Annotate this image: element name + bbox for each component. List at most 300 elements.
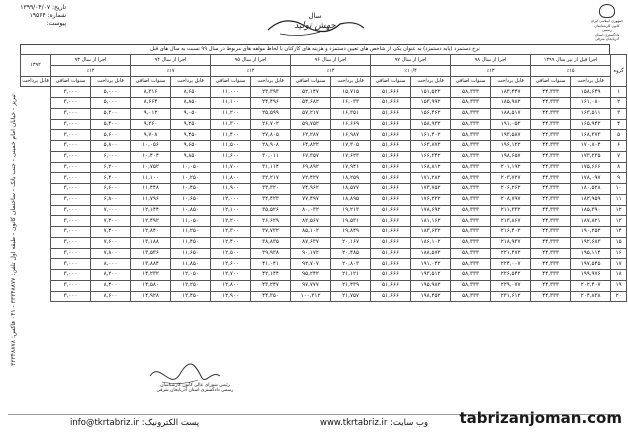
value-cell: ۱۱,۵۰۰ (211, 141, 251, 152)
year-header: اجرا از سال ۹۸ (451, 55, 531, 66)
value-cell: ۵۱,۶۶۶ (371, 151, 411, 162)
table-row (21, 227, 627, 238)
value-cell: ۱۱,۷۰۰ (211, 162, 251, 173)
group-cell: ۱۶ (611, 248, 627, 259)
value-cell: ۷,۶۰۰ (91, 237, 131, 248)
number-value: ۱۹۵۶۴ (29, 12, 46, 19)
table-title: نرخ دستمزد (پایه دستمزد) به عنوان یکی از شاخص های تعیین دستمزد و هزینه های کارکنان با لحاظ مولفه های مربوط در سال ۹۹ نسبت به سال های قبل (20, 44, 610, 54)
table-row (21, 130, 627, 141)
value-cell: ۱۶۸,۳۷۳ (571, 130, 611, 141)
value-cell: ۵۱,۶۶۶ (371, 205, 411, 216)
value-cell: ۱۴,۲۳۲ (131, 270, 171, 281)
value-cell: ۱۸۰,۵۲۸ (571, 184, 611, 195)
value-cell: ۱۹۱,۰۴۲ (411, 259, 451, 270)
value-cell: ۱۰,۶۵۰ (171, 194, 211, 205)
sub-column-header: قابل پرداخت (411, 76, 451, 87)
value-cell: ۵۱,۶۶۶ (371, 98, 411, 109)
value-cell: ۱۹۶,۱۲۲ (491, 141, 531, 152)
value-cell: ۱۱,۴۵۰ (171, 237, 211, 248)
value-cell: ۲۰۲,۴۰۷ (571, 280, 611, 291)
value-cell: ۹,۶۵۰ (171, 141, 211, 152)
value-cell: ۳۳,۳۲۰ (251, 184, 291, 195)
value-cell: ۸,۳۱۶ (131, 87, 171, 98)
value-cell: ۲۵,۵۹۹ (251, 108, 291, 119)
signature-caption-line-1: رئیس شورای عالی کانون کارشناسان (160, 383, 230, 388)
sub-column-header: سنوات اضافی (451, 76, 491, 87)
value-cell: ۸,۴۰۰ (91, 280, 131, 291)
value-cell: ۸۷,۶۳۷ (291, 237, 331, 248)
value-cell: ۷۷,۴۹۷ (291, 194, 331, 205)
value-cell: ۱۲,۲۵۰ (171, 280, 211, 291)
year-header: اجرا از سال ۹۳ (51, 55, 131, 66)
value-cell: ۴۴,۳۳۳ (531, 270, 571, 281)
value-cell: ۳,۰۰۰ (51, 173, 91, 184)
value-cell: ۸,۸۵۰ (171, 98, 211, 109)
sub-column-header: قابل پرداخت (491, 76, 531, 87)
value-cell: ۴۴,۳۳۳ (531, 248, 571, 259)
group-cell: ۱۰ (611, 184, 627, 195)
sub-column-header: سنوات اضافی (211, 76, 251, 87)
sub-column-header: سنوات اضافی (131, 76, 171, 87)
value-cell: ۱۸۵,۹۸۲ (491, 98, 531, 109)
value-cell: ۵۱,۶۶۶ (371, 259, 411, 270)
value-cell: ۱۲,۴۵۰ (171, 291, 211, 302)
value-cell: ۵۸,۳۳۳ (451, 205, 491, 216)
value-cell: ۴۴,۳۳۳ (531, 291, 571, 302)
table-row (21, 205, 627, 216)
value-cell: ۱۲,۷۰۰ (211, 270, 251, 281)
value-cell: ۴۳,۲۴۷ (251, 280, 291, 291)
value-cell: ۱۸,۲۵۹ (331, 173, 371, 184)
value-cell: ۱۷۱,۲۸۲ (411, 173, 451, 184)
value-cell: ۱۱,۲۰۰ (211, 108, 251, 119)
value-cell: ۸,۶۰۰ (91, 291, 131, 302)
value-cell: ۱۱,۲۵۰ (171, 227, 211, 238)
value-cell: ۳,۰۰۰ (51, 237, 91, 248)
value-cell: ۵,۰۰۰ (91, 87, 131, 98)
value-cell: ۹۰,۱۷۲ (291, 248, 331, 259)
value-cell: ۵۸,۳۳۳ (451, 184, 491, 195)
value-cell: ۱۹۱,۰۵۲ (491, 119, 531, 130)
value-cell: ۱۰,۰۵۰ (171, 162, 211, 173)
value-cell: ۳,۰۰۰ (51, 280, 91, 291)
value-cell: ۱۷۸,۰۹۷ (571, 173, 611, 184)
value-cell: ۱۸۳,۴۴۷ (491, 87, 531, 98)
value-cell: ۵۱,۶۶۶ (371, 173, 411, 184)
attachment-line (6, 20, 66, 28)
value-cell: ۹,۴۵۰ (171, 130, 211, 141)
sub-column-header: قابل پرداخت (251, 76, 291, 87)
value-cell: ۱۲,۵۰۰ (211, 248, 251, 259)
value-cell: ۱۵۱,۵۲۲ (411, 87, 451, 98)
value-cell: ۱۶۳,۸۷۲ (411, 141, 451, 152)
value-cell: ۴۴,۳۳۳ (531, 173, 571, 184)
value-cell: ۳,۰۰۰ (51, 194, 91, 205)
value-cell: ۴۴,۳۳۳ (531, 98, 571, 109)
value-cell: ۳,۰۰۰ (51, 87, 91, 98)
group-cell: ۶ (611, 141, 627, 152)
value-cell: ۷۲,۴۲۷ (291, 173, 331, 184)
table-row (21, 98, 627, 109)
value-cell: ۵۸,۳۳۳ (451, 119, 491, 130)
value-cell: ۴۴,۳۳۳ (531, 130, 571, 141)
value-cell: ۲۲۱,۴۷۲ (491, 248, 531, 259)
address-sidebar-text (8, 94, 22, 366)
value-cell: ۱۹۷,۵۴۵ (571, 259, 611, 270)
value-cell: ۴۲,۱۴۴ (251, 270, 291, 281)
value-cell: ۱۹۸,۴۵۲ (411, 291, 451, 302)
value-cell: ۱۵۳,۹۹۲ (411, 98, 451, 109)
value-cell: ۱۱,۶۵۰ (171, 248, 211, 259)
value-cell: ۵۱,۶۶۶ (371, 280, 411, 291)
value-cell: ۵۸,۳۳۳ (451, 87, 491, 98)
signature-caption (150, 383, 240, 393)
value-cell: ۱۸۵,۳۹۰ (571, 205, 611, 216)
table-row (21, 151, 627, 162)
value-cell: ۳,۰۰۰ (51, 162, 91, 173)
value-cell: ۱۷۰,۸۰۴ (571, 141, 611, 152)
group-cell: ۹ (611, 173, 627, 184)
value-cell: ۱۳,۵۳۶ (131, 248, 171, 259)
value-cell: ۶۹,۸۹۲ (291, 162, 331, 173)
value-cell: ۴۱,۰۴۱ (251, 259, 291, 270)
year-header: اجرا از سال ۹۵ (211, 55, 291, 66)
value-cell: ۱۱,۴۰۰ (211, 130, 251, 141)
value-cell: ۱۹,۸۴۹ (331, 227, 371, 238)
value-cell: ۲۳,۳۹۳ (251, 87, 291, 98)
value-cell: ۲۷,۸۰۵ (251, 130, 291, 141)
group-cell: ۵ (611, 130, 627, 141)
value-cell: ۱۰,۴۰۴ (131, 151, 171, 162)
value-cell: ۱۱,۰۰۰ (211, 87, 251, 98)
table-row (21, 194, 627, 205)
value-cell: ۴۴,۳۳۳ (531, 216, 571, 227)
sub-column-header: سنوات اضافی (291, 76, 331, 87)
value-cell: ۴۴,۳۳۳ (531, 194, 571, 205)
value-cell: ۱۶,۶۶۹ (331, 119, 371, 130)
value-cell: ۵۸,۳۳۳ (451, 216, 491, 227)
value-cell: ۴۴,۳۳۳ (531, 87, 571, 98)
table-row (21, 173, 627, 184)
emblem-line-1: جمهوری اسلامی ایران (590, 19, 624, 23)
value-cell: ۵۱,۶۶۶ (371, 237, 411, 248)
value-cell: ۲۱۳,۸۶۷ (491, 216, 531, 227)
value-cell: ۱۷,۹۴۱ (331, 162, 371, 173)
value-cell: ۳,۰۰۰ (51, 216, 91, 227)
value-cell: ۱۹۵,۹۸۲ (411, 280, 451, 291)
group-header: گروه (611, 55, 627, 87)
value-cell: ۱۰,۲۵۰ (171, 173, 211, 184)
value-cell: ۵۹,۷۵۲ (291, 119, 331, 130)
value-cell: ۴۴,۳۳۳ (531, 119, 571, 130)
value-cell: ۱۲,۹۰۰ (211, 291, 251, 302)
sub-column-header: سنوات اضافی (371, 76, 411, 87)
value-cell: ۷,۲۰۰ (91, 216, 131, 227)
value-cell: ۱۶۳,۵۱۱ (571, 108, 611, 119)
group-cell: ۲۰ (611, 291, 627, 302)
value-cell: ۶,۲۰۰ (91, 162, 131, 173)
value-cell: ۲۰۱,۱۹۲ (491, 162, 531, 173)
value-cell: ۲۱,۱۲۱ (331, 270, 371, 281)
group-cell: ۱۳ (611, 216, 627, 227)
email-label: پست الکترونیک: (141, 418, 200, 428)
value-cell: ۱۷۶,۲۲۲ (411, 194, 451, 205)
emblem-icon (599, 4, 615, 18)
value-cell: ۲۲۶,۵۴۲ (491, 270, 531, 281)
value-cell: ۱۱,۱۰۰ (211, 98, 251, 109)
value-cell: ۱۱,۶۰۰ (211, 151, 251, 162)
value-cell: ۳۹,۹۳۸ (251, 248, 291, 259)
value-cell: ۳,۰۰۰ (51, 248, 91, 259)
group-cell: ۱۸ (611, 270, 627, 281)
value-cell: ۱۱,۳۰۰ (211, 119, 251, 130)
year-percent: ٪۱۳ (451, 65, 531, 76)
value-cell: ۱۸۶,۱۰۲ (411, 237, 451, 248)
value-cell: ۱۰۰,۳۱۲ (291, 291, 331, 302)
value-cell: ۵۱,۶۶۶ (371, 227, 411, 238)
value-cell: ۵۱,۶۶۶ (371, 130, 411, 141)
value-cell: ۵۱,۶۶۶ (371, 184, 411, 195)
value-cell: ۵۱,۶۶۶ (371, 87, 411, 98)
value-cell: ۳,۰۰۰ (51, 108, 91, 119)
value-cell: ۵,۸۰۰ (91, 141, 131, 152)
value-cell: ۳,۰۰۰ (51, 141, 91, 152)
table-row (21, 119, 627, 130)
value-cell: ۳۴,۴۲۳ (251, 194, 291, 205)
group-cell: ۴ (611, 119, 627, 130)
value-cell: ۵,۰۰۰ (91, 98, 131, 109)
value-cell: ۳۰,۰۱۱ (251, 151, 291, 162)
table-row (21, 291, 627, 302)
value-cell: ۱۱,۰۵۰ (171, 216, 211, 227)
year-header: اجرا قبل از تیر سال ۱۳۹۹ (531, 55, 611, 66)
value-cell: ۲۳۱,۶۱۲ (491, 291, 531, 302)
value-cell: ۱۱,۸۰۰ (211, 173, 251, 184)
value-cell: ۱۶۱,۴۰۲ (411, 130, 451, 141)
year-percent: ٪۱۴ (211, 65, 291, 76)
value-cell: ۱۴,۹۲۸ (131, 291, 171, 302)
slogan-calligraphy-icon (260, 6, 370, 40)
year-percent: ٪۱۰/۴ (371, 65, 451, 76)
group-cell: ۷ (611, 151, 627, 162)
value-cell: ۱۶۸,۸۱۲ (411, 162, 451, 173)
value-cell: ۳۸,۸۳۵ (251, 237, 291, 248)
value-cell: ۸,۰۰۰ (91, 259, 131, 270)
emblem-line-2: کانون کارشناسان رسمی (594, 23, 620, 32)
value-cell: ۱۹۲,۶۸۳ (571, 237, 611, 248)
value-cell: ۴۴,۳۵۰ (251, 291, 291, 302)
year-header: اجرا از سال ۹۴ (131, 55, 211, 66)
value-cell: ۳,۰۰۰ (51, 184, 91, 195)
value-cell: ۱۷۵,۶۶۶ (571, 162, 611, 173)
value-cell: ۱۲,۸۴۰ (131, 227, 171, 238)
value-cell: ۱۲,۰۵۰ (171, 270, 211, 281)
value-cell: ۵,۶۰۰ (91, 130, 131, 141)
base-year-header: ۱۳۹۲ (21, 55, 51, 77)
value-cell: ۲۰۴,۸۳۸ (571, 291, 611, 302)
value-cell: ۱۹۳,۵۸۷ (491, 130, 531, 141)
year-header: اجرا از سال ۹۶ (291, 55, 371, 66)
value-cell: ۱۷,۶۲۳ (331, 151, 371, 162)
value-cell: ۴۴,۳۳۳ (531, 184, 571, 195)
value-cell: ۸۰,۰۳۲ (291, 205, 331, 216)
value-cell: ۹۲,۷۰۷ (291, 259, 331, 270)
value-cell: ۲۴,۴۹۶ (251, 98, 291, 109)
value-cell: ۱۶۶,۳۴۲ (411, 151, 451, 162)
email-link[interactable]: info@tkrtabriz.ir (70, 418, 140, 428)
value-cell: ۳۱,۱۱۴ (251, 162, 291, 173)
value-cell: ۵۸,۳۳۳ (451, 108, 491, 119)
value-cell: ۵۸,۳۳۳ (451, 173, 491, 184)
value-cell: ۹,۰۵۰ (171, 108, 211, 119)
value-cell: ۳۲,۲۱۷ (251, 173, 291, 184)
value-cell: ۲۲۴,۰۰۷ (491, 259, 531, 270)
value-cell: ۲۰۶,۲۶۲ (491, 184, 531, 195)
value-cell: ۸۵,۱۰۲ (291, 227, 331, 238)
group-cell: ۱۱ (611, 194, 627, 205)
value-cell: ۵۸,۳۳۳ (451, 98, 491, 109)
group-cell: ۳ (611, 108, 627, 119)
value-cell: ۵۱,۶۶۶ (371, 108, 411, 119)
value-cell: ۲۱,۴۳۹ (331, 280, 371, 291)
value-cell: ۱۹,۲۱۳ (331, 205, 371, 216)
value-cell: ۵۱,۶۶۶ (371, 291, 411, 302)
value-cell: ۱۵۶,۴۶۲ (411, 108, 451, 119)
table-row (21, 108, 627, 119)
value-cell: ۴۴,۳۳۳ (531, 227, 571, 238)
value-cell: ۱۹۸,۶۵۷ (491, 151, 531, 162)
year-percent: ٪۱۴ (291, 65, 371, 76)
wage-table (20, 54, 627, 302)
value-cell: ۶,۴۰۰ (91, 173, 131, 184)
value-cell: ۹,۷۰۸ (131, 130, 171, 141)
value-cell: ۱۸۳,۶۳۲ (411, 227, 451, 238)
value-cell: ۱۸۸,۵۷۲ (411, 248, 451, 259)
value-cell: ۶,۰۰۰ (91, 151, 131, 162)
value-cell: ۶۷,۳۵۷ (291, 151, 331, 162)
value-cell: ۱۱,۴۴۸ (131, 184, 171, 195)
value-cell: ۳,۰۰۰ (51, 98, 91, 109)
value-cell: ۳۵,۵۲۶ (251, 205, 291, 216)
value-cell: ۳۶,۶۲۹ (251, 216, 291, 227)
value-cell: ۲۶,۷۰۲ (251, 119, 291, 130)
value-cell: ۲۰,۱۶۷ (331, 237, 371, 248)
value-cell: ۱۷,۳۰۵ (331, 141, 371, 152)
value-cell: ۱۶۵,۹۴۲ (571, 119, 611, 130)
value-cell: ۱۷۸,۶۹۲ (411, 205, 451, 216)
value-cell: ۴۴,۳۳۳ (531, 259, 571, 270)
sub-column-header: سنوات اضافی (531, 76, 571, 87)
value-cell: ۱۵,۷۱۵ (331, 87, 371, 98)
table-row (21, 270, 627, 281)
value-cell: ۲۰,۸۰۳ (331, 259, 371, 270)
value-cell: ۱۶,۹۸۷ (331, 130, 371, 141)
value-cell: ۱۶,۳۵۱ (331, 108, 371, 119)
value-cell: ۱۱,۷۹۶ (131, 194, 171, 205)
sub-column-header: قابل پرداخت (21, 76, 51, 87)
value-cell: ۶۲,۲۸۷ (291, 130, 331, 141)
date-label: تاریخ: (52, 4, 66, 11)
value-cell: ۵۸,۳۳۳ (451, 280, 491, 291)
value-cell: ۵۱,۶۶۶ (371, 248, 411, 259)
group-cell: ۱۹ (611, 280, 627, 291)
sub-column-header: قابل پرداخت (171, 76, 211, 87)
value-cell: ۴۴,۳۳۳ (531, 162, 571, 173)
number-label: شماره: (47, 12, 66, 19)
value-cell: ۱۳,۸۸۴ (131, 259, 171, 270)
value-cell: ۳,۰۰۰ (51, 205, 91, 216)
value-cell: ۳,۰۰۰ (51, 130, 91, 141)
value-cell: ۱۳,۱۸۸ (131, 237, 171, 248)
value-cell: ۷,۰۰۰ (91, 205, 131, 216)
value-cell: ۱۲,۸۰۰ (211, 280, 251, 291)
value-cell: ۳۷,۷۳۲ (251, 227, 291, 238)
value-cell: ۱۵۸,۹۳۲ (411, 119, 451, 130)
table-row (21, 259, 627, 270)
table-row (21, 162, 627, 173)
value-cell: ۱۲,۱۰۰ (211, 205, 251, 216)
value-cell: ۹۷,۷۷۷ (291, 280, 331, 291)
value-cell: ۲۸,۹۰۸ (251, 141, 291, 152)
group-cell: ۲ (611, 98, 627, 109)
value-cell: ۵۴,۶۸۲ (291, 98, 331, 109)
value-cell: ۲۱۸,۹۳۷ (491, 237, 531, 248)
value-cell: ۱۹,۵۳۱ (331, 216, 371, 227)
group-cell: ۱۷ (611, 259, 627, 270)
website-label: وب سایت: (390, 418, 429, 428)
value-cell: ۵۷,۲۱۷ (291, 108, 331, 119)
organization-emblem (590, 4, 624, 42)
footer-email (70, 418, 199, 428)
value-cell: ۱۱,۱۰۰ (131, 173, 171, 184)
value-cell: ۱۰,۴۵۰ (171, 184, 211, 195)
slogan-line-2: جهش تولید (294, 21, 336, 31)
attachment-label: پیوست: (46, 20, 66, 27)
value-cell: ۹,۲۵۰ (171, 119, 211, 130)
table-row (21, 184, 627, 195)
year-percent: ٪۱۵ (531, 65, 611, 76)
value-cell: ۱۸۱,۱۶۲ (411, 216, 451, 227)
value-cell: ۱۴,۵۸۰ (131, 280, 171, 291)
table-row (21, 216, 627, 227)
value-cell: ۴۴,۳۳۳ (531, 237, 571, 248)
value-cell: ۱۹۰,۲۵۲ (571, 227, 611, 238)
value-cell: ۲۰۸,۷۹۷ (491, 194, 531, 205)
value-cell: ۵۸,۳۳۳ (451, 162, 491, 173)
year-header: اجرا از سال ۹۷ (371, 55, 451, 66)
value-cell: ۲۰,۴۸۵ (331, 248, 371, 259)
value-cell: ۳,۰۰۰ (51, 259, 91, 270)
value-cell: ۲۲۹,۰۷۷ (491, 280, 531, 291)
signature-caption-line-2: رسمی دادگستری استان آذربایجان شرقی (156, 388, 234, 393)
value-cell: ۳,۰۰۰ (51, 151, 91, 162)
value-cell: ۴۴,۳۳۳ (531, 205, 571, 216)
value-cell: ۵۸,۳۳۳ (451, 259, 491, 270)
letter-meta (6, 4, 66, 28)
value-cell: ۴۴,۳۳۳ (531, 280, 571, 291)
date-value: ۱۳۹۹/۰۴/۰۷ (20, 4, 51, 11)
value-cell: ۱۲,۴۰۰ (211, 237, 251, 248)
value-cell: ۴۴,۳۳۳ (531, 141, 571, 152)
value-cell: ۸,۶۵۰ (171, 87, 211, 98)
slogan-line-1: سال (308, 12, 322, 20)
number-line (6, 12, 66, 20)
value-cell: ۳,۰۰۰ (51, 119, 91, 130)
sub-column-header: قابل پرداخت (91, 76, 131, 87)
value-cell: ۱۸,۸۹۵ (331, 194, 371, 205)
footer-website (320, 418, 428, 428)
website-link[interactable]: www.tkrtabriz.ir (320, 418, 388, 428)
